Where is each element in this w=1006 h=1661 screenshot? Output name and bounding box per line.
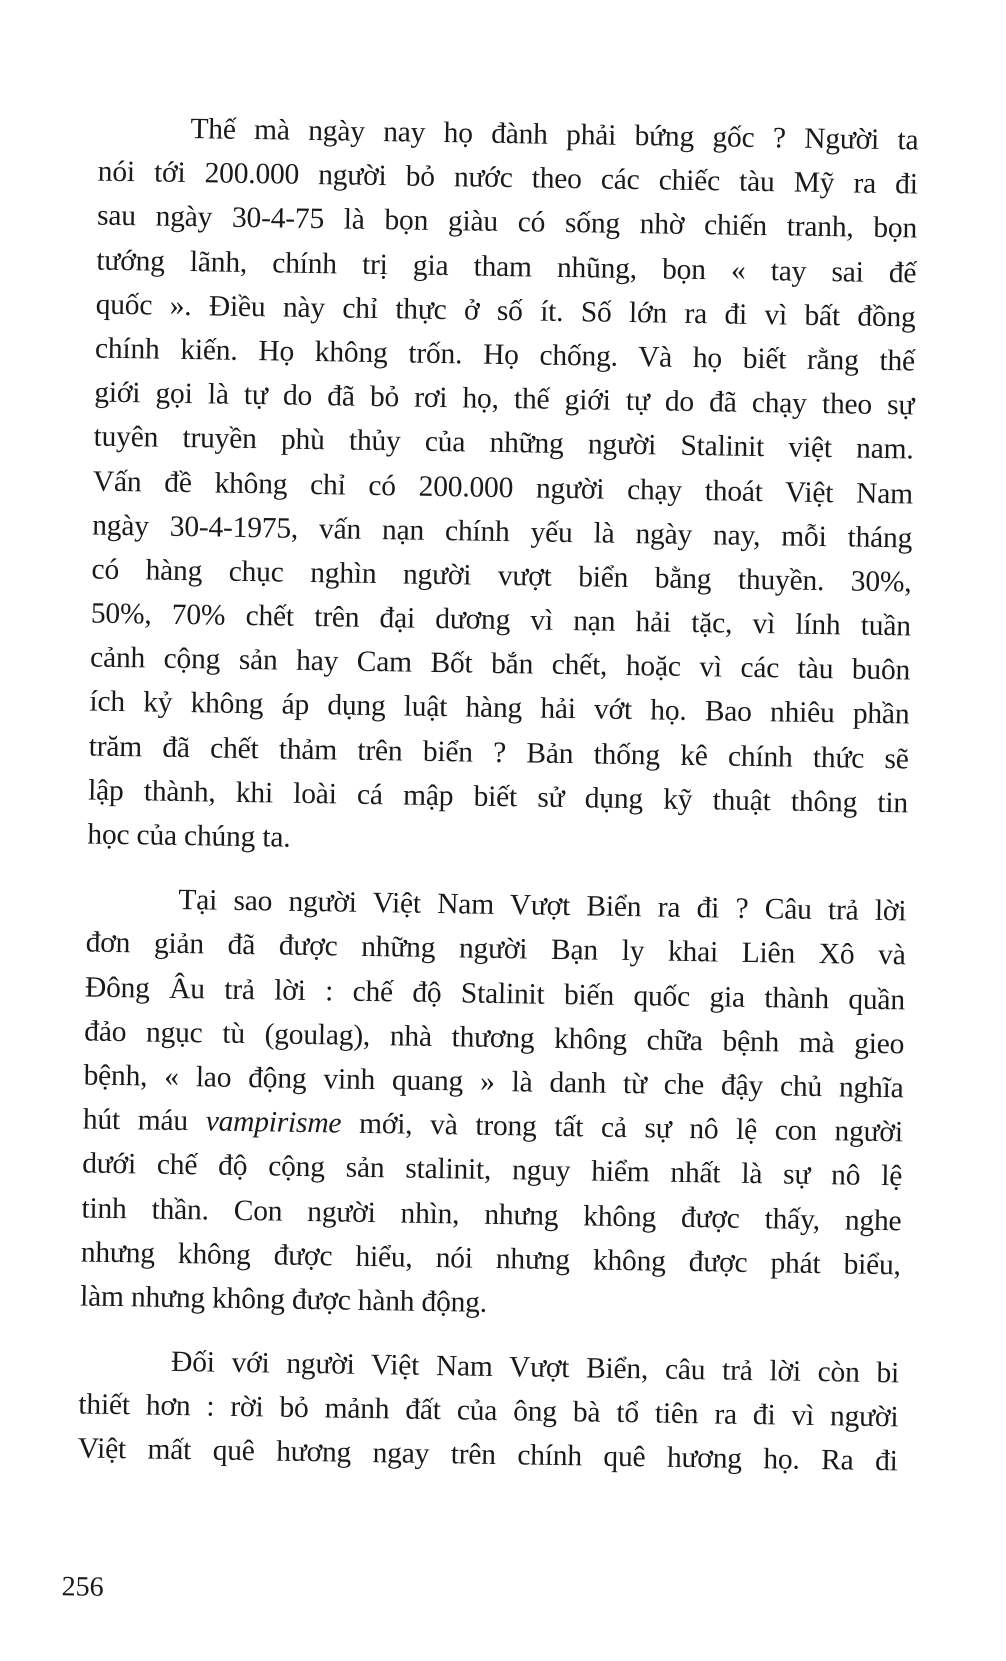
text-line: Thế mà ngày nay họ đành phải bứng gốc ? Người ta [190,113,919,157]
text-line: cảnh cộng sản hay Cam Bốt bắn chết, hoặc vì các tàu buôn [89,641,911,687]
body-text [77,106,918,1484]
text-line: giới gọi là tự do đã bỏ rơi họ, thế giới tự do đã chạy theo sự [94,376,915,422]
text-line: lập thành, khi loài cá mập biết sử dụng kỹ thuật thông tin [87,774,909,820]
text-line: học của chúng ta. [87,818,291,854]
text-line: tinh thần. Con người nhìn, nhưng không được thấy, nghe [81,1191,902,1237]
text-line: nhưng không được hiểu, nói nhưng không được phát biểu, [80,1236,901,1282]
text-line: đơn giản đã được những người Bạn ly khai Liên Xô và [85,926,906,972]
text-line: đảo ngục tù (goulag), nhà thương không chữa bệnh mà gieo [84,1015,905,1061]
text-segment: hút máu [82,1103,206,1138]
text-line: tướng lãnh, chính trị gia tham nhũng, bọn « tay sai đế [96,244,917,290]
text-line: tuyên truyền phù thủy của những người Stalinit việt nam. [93,420,914,466]
text-line: thiết hơn : rời bỏ mảnh đất của ông bà tổ tiên ra đi vì người [78,1388,899,1434]
text-line: sau ngày 30-4-75 là bọn giàu có sống nhờ chiến tranh, bọn [96,199,918,245]
text-line: Đối với người Việt Nam Vượt Biển, câu trả lời còn bi [170,1345,900,1390]
text-line: 50%, 70% chết trên đại dương vì nạn hải tặc, vì lính tuần [90,597,912,643]
text-line: bệnh, « lao động vinh quang » là danh từ che đậy chủ nghĩa [83,1059,904,1105]
text-line: ích kỷ không áp dụng luật hàng hải vớt họ. Bao nhiêu phần [89,685,910,731]
text-line: chính kiến. Họ không trốn. Họ chống. Và họ biết rằng thế [94,332,916,378]
text-line: Tại sao người Việt Nam Vượt Biển ra đi ? Câu trả lời [178,884,907,928]
text-line: Đông Âu trả lời : chế độ Stalinit biến quốc gia thành quần [84,971,906,1016]
text-line: có hàng chục nghìn người vượt biển bằng thuyền. 30%, [91,553,912,599]
text-line: Việt mất quê hương ngay trên chính quê hương họ. Ra đi [77,1432,898,1478]
text-segment: mới, và trong tất cả sự nô lệ con người [341,1107,904,1149]
page-number: 256 [61,1571,104,1603]
text-line: quốc ». Điều này chỉ thực ở số ít. Số lớn ra đi vì bất đồng [95,288,916,334]
paragraph-1 [87,106,919,870]
text-line: ngày 30-4-1975, vấn nạn chính yếu là ngày nay, mỗi tháng [92,509,913,555]
paragraph-3 [77,1339,899,1484]
text-line: làm nhưng không được hành động. [79,1280,488,1319]
paragraph-2 [80,877,907,1332]
text-line: nói tới 200.000 người bỏ nước theo các chiếc tàu Mỹ ra đi [97,155,918,201]
text-line: dưới chế độ cộng sản stalinit, nguy hiểm nhất là sự nô lệ [81,1147,903,1193]
italic-term: vampirisme [205,1105,342,1140]
text-line: trăm đã chết thảm trên biển ? Bản thống kê chính thức sẽ [88,730,909,776]
text-line: Vấn đề không chỉ có 200.000 người chạy thoát Việt Nam [92,465,914,510]
